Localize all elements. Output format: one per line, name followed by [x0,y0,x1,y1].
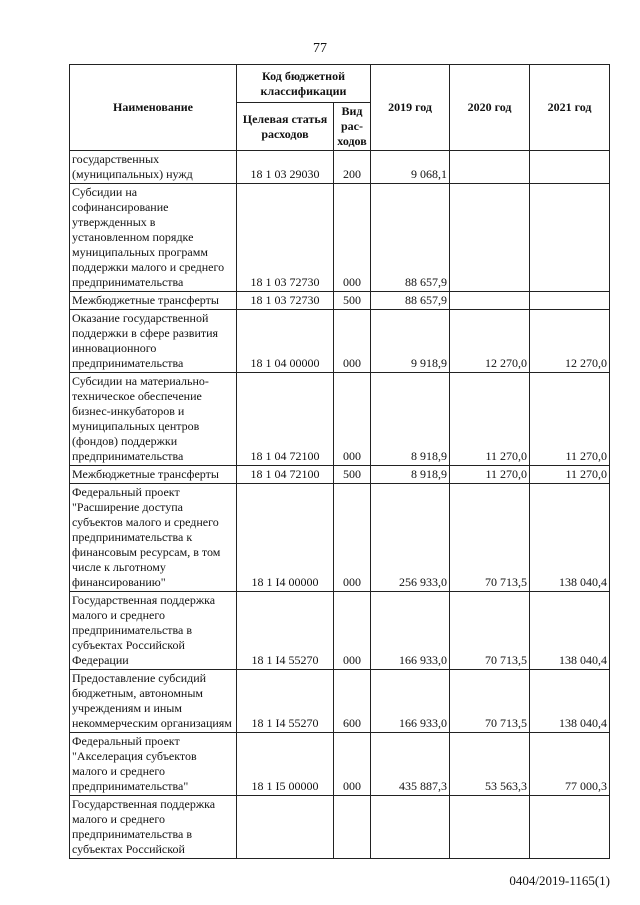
row-code: 18 1 I4 55270 [237,592,334,670]
header-2021: 2021 год [530,65,610,151]
row-name: Федеральный проект "Расширение доступа субъектов малого и среднего предпринимательства к финансовым ресурсам, в том числе к льготному финансированию" [70,484,237,592]
row-2020 [450,292,530,310]
row-name: Межбюджетные трансферты [70,292,237,310]
budget-table [69,64,610,859]
header-2020: 2020 год [450,65,530,151]
row-2021: 12 270,0 [530,310,610,373]
row-2021: 138 040,4 [530,592,610,670]
row-2020 [450,151,530,184]
row-name: государственных (муниципальных) нужд [70,151,237,184]
row-name: Предоставление субсидий бюджетным, автономным учреждениям и иным некоммерческим организациям [70,670,237,733]
row-vid: 200 [334,151,371,184]
row-2019: 9 068,1 [371,151,450,184]
row-2021 [530,151,610,184]
row-name: Межбюджетные трансферты [70,466,237,484]
table-row [70,373,610,466]
row-2019: 8 918,9 [371,373,450,466]
row-code: 18 1 I4 00000 [237,484,334,592]
row-vid: 000 [334,373,371,466]
row-name: Оказание государственной поддержки в сфере развития инновационного предпринимательства [70,310,237,373]
row-2019 [371,796,450,859]
row-2020: 53 563,3 [450,733,530,796]
header-name: Наименование [70,65,237,151]
row-2021: 11 270,0 [530,373,610,466]
row-vid: 000 [334,484,371,592]
row-name: Государственная поддержка малого и среднего предпринимательства в субъектах Российской Федерации [70,592,237,670]
table-row [70,796,610,859]
row-2020: 70 713,5 [450,484,530,592]
table-row [70,151,610,184]
row-vid: 500 [334,292,371,310]
row-vid: 600 [334,670,371,733]
row-2020: 12 270,0 [450,310,530,373]
table-row [70,184,610,292]
table-row [70,292,610,310]
row-code: 18 1 04 72100 [237,373,334,466]
row-code: 18 1 I4 55270 [237,670,334,733]
row-2020: 11 270,0 [450,466,530,484]
row-code: 18 1 03 72730 [237,184,334,292]
row-code: 18 1 03 72730 [237,292,334,310]
table-header [70,65,610,151]
row-2020: 11 270,0 [450,373,530,466]
row-2020: 70 713,5 [450,592,530,670]
row-vid [334,796,371,859]
row-2021 [530,292,610,310]
row-name: Федеральный проект "Акселерация субъектов малого и среднего предпринимательства" [70,733,237,796]
row-name: Субсидии на материально-техническое обеспечение бизнес-инкубаторов и муниципальных центров (фондов) поддержки предпринимательства [70,373,237,466]
row-2019: 256 933,0 [371,484,450,592]
row-2019: 166 933,0 [371,670,450,733]
table-row [70,484,610,592]
header-kbk: Код бюджетной классификации [237,65,371,103]
document-code: 0404/2019-1165(1) [509,873,610,888]
page-number: 77 [313,41,327,56]
table-row [70,310,610,373]
row-2019: 88 657,9 [371,184,450,292]
row-2019: 9 918,9 [371,310,450,373]
table-row [70,466,610,484]
row-2021 [530,796,610,859]
table-row [70,592,610,670]
row-code: 18 1 03 29030 [237,151,334,184]
row-2020 [450,184,530,292]
row-2019: 166 933,0 [371,592,450,670]
row-name: Государственная поддержка малого и среднего предпринимательства в субъектах Российской [70,796,237,859]
row-vid: 000 [334,184,371,292]
row-code: 18 1 04 72100 [237,466,334,484]
row-vid: 000 [334,310,371,373]
row-2021: 138 040,4 [530,670,610,733]
row-2019: 435 887,3 [371,733,450,796]
header-vid: Вид рас-ходов [334,103,371,151]
header-target: Целевая статья расходов [237,103,334,151]
row-code: 18 1 I5 00000 [237,733,334,796]
row-vid: 000 [334,733,371,796]
row-2021: 77 000,3 [530,733,610,796]
row-vid: 500 [334,466,371,484]
table-row [70,670,610,733]
row-2021 [530,184,610,292]
row-2020 [450,796,530,859]
header-2019: 2019 год [371,65,450,151]
row-name: Субсидии на софинансирование утвержденных в установленном порядке муниципальных программ поддержки малого и среднего предпринимательства [70,184,237,292]
row-2020: 70 713,5 [450,670,530,733]
row-code [237,796,334,859]
row-2021: 138 040,4 [530,484,610,592]
row-2019: 8 918,9 [371,466,450,484]
row-code: 18 1 04 00000 [237,310,334,373]
row-2021: 11 270,0 [530,466,610,484]
row-2019: 88 657,9 [371,292,450,310]
row-vid: 000 [334,592,371,670]
table-row [70,733,610,796]
